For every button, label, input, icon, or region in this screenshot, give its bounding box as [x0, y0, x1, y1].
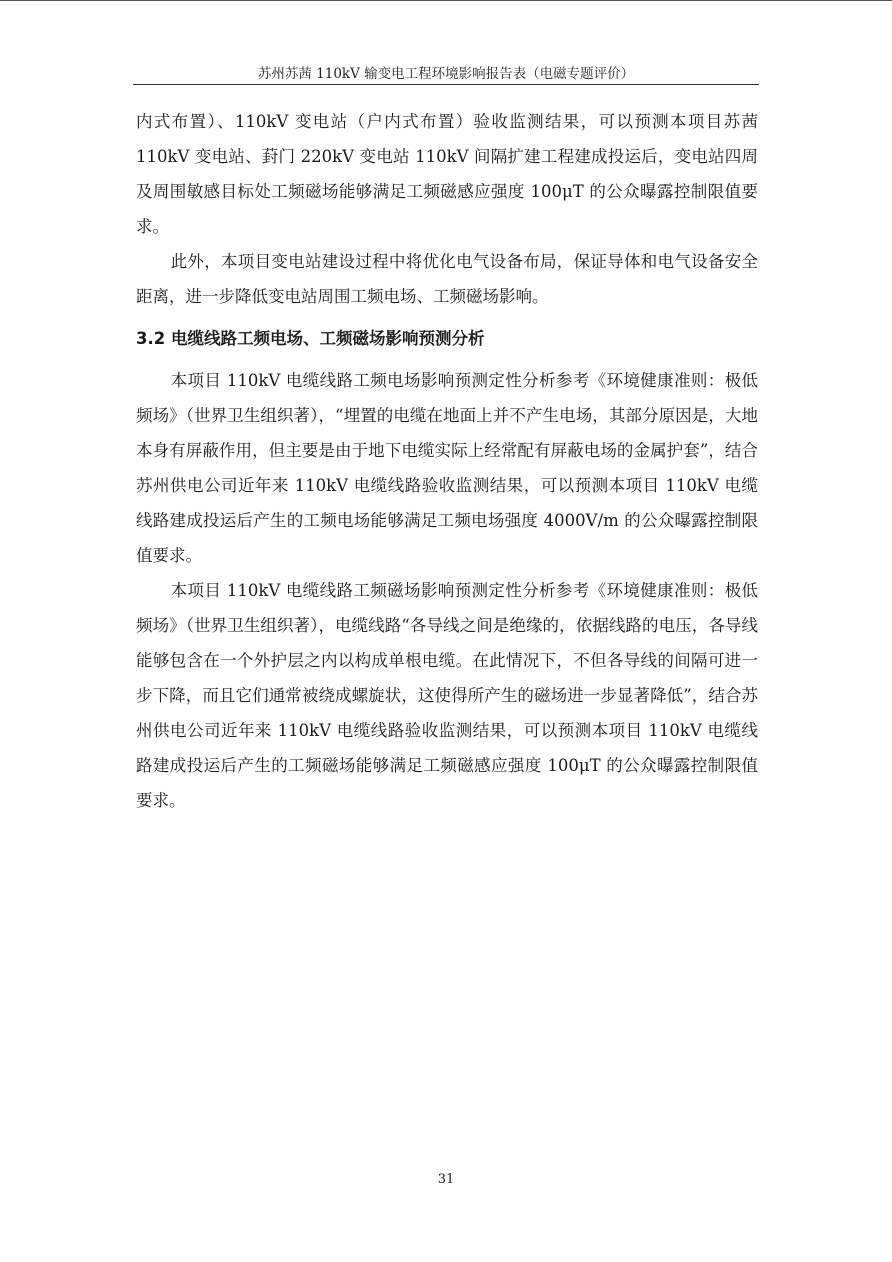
paragraph-electric-field: 本项目 110kV 电缆线路工频电场影响预测定性分析参考《环境健康准则：极低频场》（世界卫生组织著），“埋置的电缆在地面上并不产生电场，其部分原因是，大地本身有屏蔽作用，但主要是由于地下电缆实际上经常配有屏蔽电场的金属护套”，结合苏州供电公司近年来 110kV 电缆线路验收监测结果，可以预测本项目 110kV 电缆线路建成投运后产生的工频电场能够满足工频电场强度 4000V/m 的公众曝露控制限值要求。 — [136, 371, 758, 565]
paragraph-continued: 内式布置）、110kV 变电站（户内式布置）验收监测结果，可以预测本项目苏茜 110kV 变电站、葑门 220kV 变电站 110kV 间隔扩建工程建成投运后，变电站四周及周围敏感目标处工频磁场能够满足工频磁感应强度 100μT 的公众曝露控制限值要求。 — [136, 112, 758, 236]
page-top-border — [0, 0, 892, 1]
running-header: 苏州苏茜 110kV 输变电工程环境影响报告表（电磁专题评价） — [257, 66, 635, 82]
section-heading: 3.2 电缆线路工频电场、工频磁场影响预测分析 — [136, 329, 485, 348]
paragraph-magnetic-field: 本项目 110kV 电缆线路工频磁场影响预测定性分析参考《环境健康准则：极低频场》（世界卫生组织著），电缆线路“各导线之间是绝缘的，依据线路的电压，各导线能够包含在一个外护层之内以构成单根电缆。在此情况下，不但各导线的间隔可进一步下降，而且它们通常被绕成螺旋状，这使得所产生的磁场进一步显著降低”，结合苏州供电公司近年来 110kV 电缆线路验收监测结果，可以预测本项目 110kV 电缆线路建成投运后产生的工频磁场能够满足工频磁感应强度 100μT 的公众曝露控制限值要求。 — [136, 581, 758, 810]
page-number: 31 — [437, 1172, 455, 1187]
paragraph-measures: 此外，本项目变电站建设过程中将优化电气设备布局，保证导体和电气设备安全距离，进一步降低变电站周围工频电场、工频磁场影响。 — [136, 252, 758, 306]
header-rule — [133, 84, 759, 85]
document-body — [136, 104, 758, 818]
